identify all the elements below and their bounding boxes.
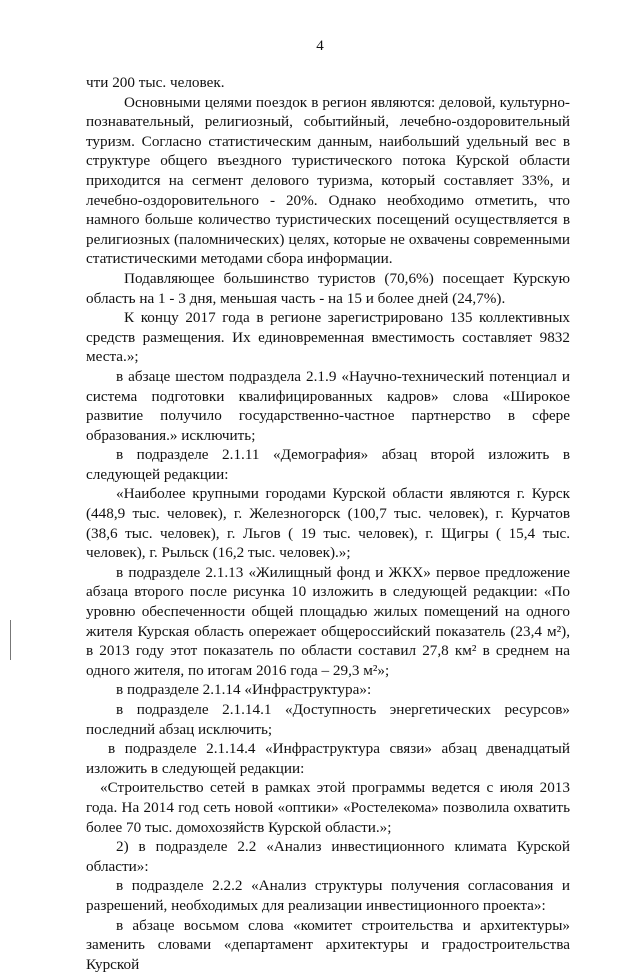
paragraph-amendment-2-1-14-1: в подразделе 2.1.14.1 «Доступность энергетических ресурсов» последний абзац исключить; xyxy=(86,701,570,738)
paragraph-tourism-goals: Основными целями поездок в регион являются: деловой, культурно-познавательный, религиозный, событийный, лечебно-оздоровительный туризм. Согласно статистическим данным, наибольший удельный вес в структуре общего въездного туристического потока Курской области приходится на сегмент делового туризма, который составляет 33%, и лечебно-оздоровительного - 20%. Однако необходимо отметить, что намного больше количество туристических посещений осуществляется в религиозных (паломнических) целях, которые не охвачены современными статистическими методами сбора информации. xyxy=(86,93,570,268)
paragraph-accommodation: К концу 2017 года в регионе зарегистрировано 135 коллективных средств размещения. Их единовременная вместимость составляет 9832 места.»; xyxy=(86,309,570,366)
paragraph-network-construction: «Строительство сетей в рамках этой программы ведется с июля 2013 года. На 2014 год сеть новой «оптики» «Ростелекома» позволила охватить более 70 тыс. домохозяйств Курской области.»; xyxy=(86,779,570,836)
paragraph-amendment-2-1-14: в подразделе 2.1.14 «Инфраструктура»: xyxy=(116,681,372,699)
paragraph-amendment-2-1-13: в подразделе 2.1.13 «Жилищный фонд и ЖКХ» первое предложение абзаца второго после рисунка 10 изложить в следующей редакции: «По уровню обеспеченности общей площадью жилых помещений на одного жителя Курская область опережает общероссийский показатель (23,4 м²), в 2013 году этот показатель по области составил 27,8 км² в среднем на одного жителя, по итогам 2016 года – 29,3 м²»; xyxy=(86,563,570,679)
paragraph-amendment-eighth: в абзаце восьмом слова «комитет строительства и архитектуры» заменить словами «департамент архитектуры и градостроительства Курской xyxy=(86,916,570,973)
paragraph-continuation: чти 200 тыс. человек. xyxy=(86,74,225,91)
paragraph-amendment-2-2-2: в подразделе 2.2.2 «Анализ структуры получения согласования и разрешений, необходимых для реализации инвестиционного проекта»: xyxy=(86,877,570,914)
document-body xyxy=(86,73,570,974)
paragraph-tourist-stay: Подавляющее большинство туристов (70,6%) посещает Курскую область на 1 - 3 дня, меньшая часть - на 15 и более дней (24,7%). xyxy=(86,269,570,307)
paragraph-largest-cities: «Наиболее крупными городами Курской области являются г. Курск (448,9 тыс. человек), г. Железногорск (100,7 тыс. человек), г. Курчатов (38,6 тыс. человек), г. Льгов ( 19 тыс. человек), г. Щигры ( 15,4 тыс. человек), г. Рыльск (16,2 тыс. человек).»; xyxy=(86,485,570,562)
scan-margin-mark xyxy=(10,620,11,660)
paragraph-amendment-2-1-11: в подразделе 2.1.11 «Демография» абзац второй изложить в следующей редакции: xyxy=(86,446,570,483)
paragraph-amendment-2-2: 2) в подразделе 2.2 «Анализ инвестиционного климата Курской области»: xyxy=(86,838,570,875)
page-number: 4 xyxy=(316,38,324,54)
paragraph-amendment-2-1-14-4: в подразделе 2.1.14.4 «Инфраструктура связи» абзац двенадцатый изложить в следующей редакции: xyxy=(86,740,570,777)
paragraph-amendment-2-1-9: в абзаце шестом подраздела 2.1.9 «Научно-технический потенциал и система подготовки квалифицированных кадров» слова «Широкое развитие получило государственно-частное партнерство в сфере образования.» исключить; xyxy=(86,367,570,444)
